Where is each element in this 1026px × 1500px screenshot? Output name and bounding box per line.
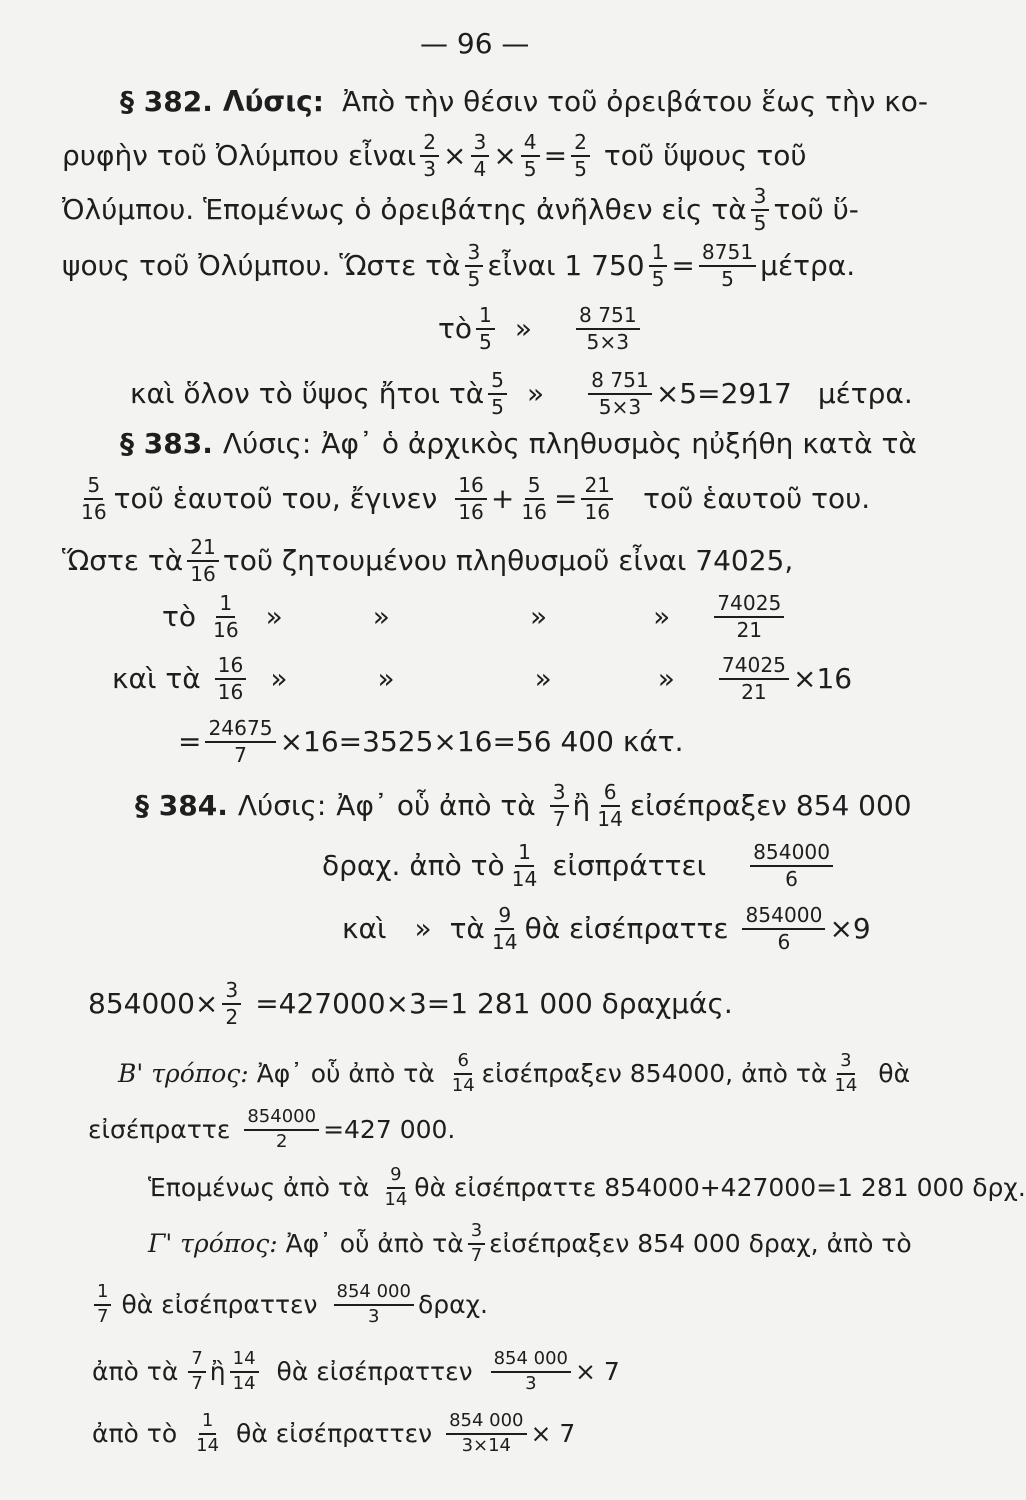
fraction: 3 5: [465, 242, 484, 290]
ditto-mark: »: [514, 312, 532, 346]
ditto-mark: »: [534, 662, 552, 696]
s384-line-3: [342, 905, 871, 953]
method-c-line-1: [148, 1222, 912, 1266]
equals-sign: =: [178, 725, 202, 759]
fraction: 9 14: [491, 903, 518, 955]
paragraph-text: θὰ: [878, 1059, 911, 1089]
ditto-mark: »: [377, 662, 395, 696]
fraction: 6 14: [597, 780, 623, 832]
paragraph-text: θὰ εἰσέπραττε 854000+427000=1 281 000 δρχ.: [414, 1173, 1026, 1203]
ditto-mark: »: [657, 662, 675, 696]
paragraph-text: εἰσπράττει: [552, 849, 707, 883]
section-number: § 382.: [120, 85, 213, 118]
method-c-line-3: [92, 1350, 620, 1394]
fraction: $\frac{1}{5}$: [649, 242, 668, 290]
fraction: 1 14: [511, 840, 538, 892]
paragraph-text: ρυφὴν τοῦ Ὀλύμπου εἶναι: [62, 139, 417, 173]
fraction: 3 7: [468, 1222, 485, 1266]
fraction: $\frac{24675}{7}$: [205, 718, 275, 766]
paragraph-text: τὰ: [449, 912, 485, 946]
paragraph-text: Ἀφ᾽ οὗ ἀπὸ τὰ: [256, 1059, 435, 1089]
ditto-mark: »: [270, 662, 288, 696]
s384-line-1: [135, 782, 912, 830]
paragraph-text: ψους τοῦ Ὀλύμπου. Ὥστε τὰ: [62, 249, 461, 283]
ditto-mark: »: [529, 600, 548, 634]
s383-line-1: [120, 427, 917, 460]
equals-sign: =: [554, 482, 578, 516]
fraction: $\frac{21}{16}$: [581, 475, 613, 523]
paragraph-text: =427 000.: [323, 1115, 456, 1145]
s383-line-6: [178, 718, 684, 766]
paragraph-text: τοῦ ὕψους τοῦ: [603, 139, 807, 173]
paragraph-text: ἀπὸ τὰ: [92, 1357, 179, 1387]
s384-line-2: [322, 842, 837, 890]
fraction: 16 16: [215, 655, 247, 703]
fraction: 1 7: [94, 1283, 111, 1327]
equals-sign: =: [543, 139, 568, 173]
method-label: Γ' τρόπος:: [148, 1229, 278, 1259]
method-label: Β' τρόπος:: [118, 1059, 249, 1089]
method-b-line-2: [88, 1108, 455, 1152]
page-number: — 96 —: [420, 27, 530, 60]
fraction: $\frac{74025}{21}$: [719, 655, 789, 703]
fraction: 5 16: [81, 473, 107, 525]
fraction: $\frac{2}{3}$: [420, 132, 439, 180]
fraction: $\frac{5}{16}$: [521, 473, 547, 525]
fraction: $\frac{3}{4}$: [471, 132, 490, 180]
paragraph-text: εἰσέπραξεν 854 000 δραχ, ἀπὸ τὸ: [489, 1229, 912, 1259]
fraction: 3 7: [550, 782, 569, 830]
paragraph-text: ἢ: [209, 1357, 226, 1387]
paragraph-text: Ἀφ᾽ οὗ ἀπὸ τὰ: [285, 1229, 464, 1259]
fraction: 5 5: [488, 370, 507, 418]
fraction: 3 5: [751, 186, 770, 234]
fraction: 6 14: [451, 1050, 475, 1096]
paragraph-text: θὰ εἰσέπραττε: [524, 912, 729, 946]
section-number: § 383.: [120, 427, 213, 460]
paragraph-text: καὶ: [342, 912, 387, 946]
times-sign: ×: [443, 139, 467, 173]
paragraph-text: καὶ τὰ: [112, 662, 201, 696]
fraction: $\frac{2}{5}$: [571, 132, 590, 180]
fraction: $\frac{4}{5}$: [521, 132, 540, 180]
ditto-mark: »: [414, 912, 432, 946]
method-b-line-3: [148, 1166, 1026, 1210]
paragraph-text: εἰσέπραξεν 854000, ἀπὸ τὰ: [481, 1059, 828, 1089]
paragraph-text: μέτρα.: [760, 249, 856, 283]
fraction: 14 14: [230, 1350, 259, 1394]
paragraph-text: τοῦ ἑαυτοῦ του.: [643, 482, 871, 516]
paragraph-text: ἀπὸ τὸ: [92, 1419, 178, 1449]
s383-line-4: [162, 593, 788, 641]
solution-label: Λύσις:: [222, 427, 312, 460]
s382-line-3: [62, 186, 859, 234]
fraction: $\frac{8 751}{5\times 3}$: [588, 370, 652, 418]
fraction: 16 16: [455, 475, 487, 523]
fraction: 7 7: [188, 1350, 205, 1394]
fraction: $\frac{854 000}{3\times 14}$: [446, 1412, 526, 1456]
paragraph-text: μέτρα.: [817, 377, 913, 411]
ditto-mark: »: [372, 600, 390, 634]
ditto-mark: »: [526, 377, 545, 411]
fraction: $\frac{8751}{5}$: [699, 242, 756, 290]
paragraph-text: Ὥστε τὰ: [62, 544, 184, 578]
fraction: 854000 6: [750, 842, 833, 890]
fraction: $\frac{854000}{2}$: [244, 1108, 319, 1152]
s382-line-4: [62, 242, 855, 290]
fraction: 3 14: [834, 1050, 858, 1096]
s383-line-3: [62, 537, 793, 585]
paragraph-text: τοῦ ζητουμένου πληθυσμοῦ εἶναι 74025,: [222, 544, 794, 578]
fraction: 1 5: [476, 305, 495, 353]
paragraph-text: εἶναι 1 750: [487, 249, 645, 283]
paragraph-text: τὸ: [438, 312, 472, 346]
fraction: 9 14: [384, 1164, 408, 1210]
paragraph-text: καὶ ὅλον τὸ ὕψος ἤτοι τὰ: [130, 377, 485, 411]
paragraph-text: δραχ.: [417, 1290, 488, 1320]
fraction: 1 14: [196, 1410, 220, 1456]
plus-sign: +: [490, 482, 515, 516]
method-b-line-1: [118, 1052, 910, 1096]
fraction: $\frac{854000}{6}$: [742, 905, 825, 953]
ditto-mark: »: [265, 600, 283, 634]
s384-line-4: [88, 980, 733, 1028]
fraction: $\frac{3}{2}$: [222, 980, 241, 1028]
paragraph-text: Ἀπὸ τὴν θέσιν τοῦ ὀρειβάτου ἕως τὴν κο-: [341, 85, 928, 118]
paragraph-text: ×9: [829, 912, 871, 946]
paragraph-text: τοῦ ἑαυτοῦ του, ἔγινεν: [113, 482, 438, 516]
fraction: 21 16: [187, 537, 219, 585]
fraction: $\frac{854 000}{3}$: [491, 1350, 571, 1394]
s382-line-6: [130, 370, 913, 418]
paragraph-text: τοῦ ὕ-: [773, 193, 859, 227]
solution-label: Λύσις:: [222, 85, 324, 118]
paragraph-text: τὸ: [162, 600, 196, 634]
method-c-line-2: [90, 1283, 488, 1327]
paragraph-text: Ἑπομένως ἀπὸ τὰ: [148, 1173, 370, 1203]
paragraph-text: θὰ εἰσέπραττεν: [121, 1290, 318, 1320]
fraction: 74025 21: [714, 593, 784, 641]
paragraph-text: ἢ: [572, 789, 591, 823]
method-c-line-4: [92, 1412, 575, 1456]
paragraph-text: Ἀφ᾽ ὁ ἀρχικὸς πληθυσμὸς ηὐξήθη κατὰ τὰ: [321, 427, 917, 460]
s383-line-5: [112, 655, 852, 703]
ditto-mark: »: [653, 600, 671, 634]
paragraph-text: ×5=2917: [655, 377, 792, 411]
section-number: § 384.: [135, 789, 228, 823]
s382-line-1: [120, 85, 928, 118]
paragraph-text: θὰ εἰσέπραττεν: [276, 1357, 473, 1387]
paragraph-text: ×16: [793, 662, 853, 696]
paragraph-text: × 7: [530, 1419, 576, 1449]
paragraph-text: 854000×: [88, 987, 219, 1021]
paragraph-text: =427000×3=1 281 000 δραχμάς.: [255, 987, 733, 1021]
solution-label: Λύσις:: [237, 789, 327, 823]
equals-sign: =: [671, 249, 695, 283]
s382-line-2: [62, 132, 807, 180]
paragraph-text: εἰσέπραττε: [88, 1115, 231, 1145]
paragraph-text: × 7: [575, 1357, 620, 1387]
paragraph-text: δραχ. ἀπὸ τὸ: [322, 849, 505, 883]
paragraph-text: θὰ εἰσέπραττεν: [236, 1419, 433, 1449]
paragraph-text: εἰσέπραξεν 854 000: [629, 789, 912, 823]
paragraph-text: Ὀλύμπου. Ἑπομένως ὁ ὀρειβάτης ἀνῆλθεν εἰς τὰ: [62, 193, 747, 227]
s382-line-5: [438, 305, 644, 353]
times-sign: ×: [493, 139, 517, 173]
fraction: 1 16: [213, 591, 239, 643]
fraction: 8 751 5×3: [576, 305, 640, 353]
s383-line-2: [74, 475, 870, 523]
fraction: 854 000 3: [334, 1283, 414, 1327]
paragraph-text: ×16=3525×16=56 400 κάτ.: [279, 725, 684, 759]
paragraph-text: Ἀφ᾽ οὗ ἀπὸ τὰ: [336, 789, 536, 823]
